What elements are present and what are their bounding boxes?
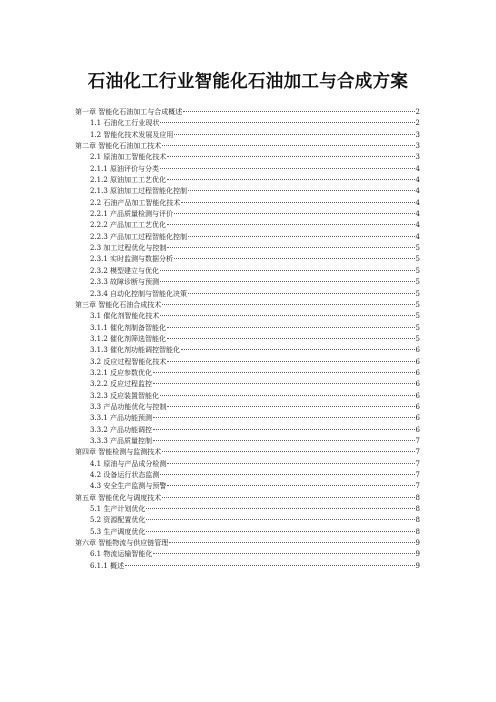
toc-entry-page-number: 4 — [415, 176, 420, 185]
toc-entry[interactable] — [75, 300, 420, 311]
toc-dot-leader — [174, 134, 414, 135]
toc-entry[interactable] — [75, 459, 420, 470]
toc-entry-title: 2.1.3 原油加工过程智能化控制 — [90, 187, 188, 196]
toc-entry-title: 第四章 智能检测与监测技术 — [75, 448, 162, 457]
toc-entry-title: 第二章 智能化石油加工技术 — [75, 142, 162, 151]
toc-entry-title: 2.3.1 实时监测与数据分析 — [90, 255, 174, 264]
toc-entry[interactable] — [75, 549, 420, 560]
toc-dot-leader — [188, 293, 414, 294]
toc-entry-title: 2.3 加工过程优化与控制 — [90, 244, 167, 253]
toc-entry[interactable] — [75, 232, 420, 243]
toc-dot-leader — [167, 179, 414, 180]
toc-entry-page-number: 2 — [415, 108, 420, 116]
toc-dot-leader — [160, 270, 414, 271]
toc-dot-leader — [160, 281, 414, 282]
toc-dot-leader — [162, 451, 414, 452]
toc-entry[interactable] — [75, 470, 420, 481]
toc-dot-leader — [181, 349, 414, 350]
toc-entry[interactable] — [75, 220, 420, 231]
toc-entry-page-number: 6 — [415, 402, 420, 411]
toc-entry-title: 2.2.1 产品质量检测与评价 — [90, 210, 174, 219]
toc-entry-title: 2.3.2 模型建立与优化 — [90, 266, 160, 275]
toc-entry[interactable] — [75, 425, 420, 436]
toc-entry[interactable] — [75, 504, 420, 515]
toc-entry[interactable] — [75, 447, 420, 458]
toc-entry-page-number: 7 — [415, 448, 420, 457]
toc-entry[interactable] — [75, 107, 420, 118]
toc-dot-leader — [167, 485, 414, 486]
toc-entry-page-number: 2 — [415, 119, 420, 128]
toc-dot-leader — [169, 542, 414, 543]
toc-dot-leader — [167, 463, 414, 464]
toc-dot-leader — [153, 429, 414, 430]
toc-entry-page-number: 4 — [415, 221, 420, 230]
toc-dot-leader — [146, 531, 414, 532]
toc-entry-page-number: 4 — [415, 164, 420, 173]
toc-entry-page-number: 4 — [415, 187, 420, 196]
toc-entry[interactable] — [75, 391, 420, 402]
toc-entry-title: 4.2 设备运行状态监测 — [90, 471, 160, 479]
toc-dot-leader — [160, 122, 414, 123]
toc-entry-page-number: 8 — [415, 493, 420, 502]
toc-entry-page-number: 6 — [415, 414, 420, 423]
toc-entry-page-number: 5 — [415, 289, 420, 298]
toc-dot-leader — [153, 440, 414, 441]
toc-entry[interactable] — [75, 164, 420, 175]
toc-entry-title: 5.2 资源配置优化 — [90, 516, 146, 525]
toc-dot-leader — [160, 474, 414, 475]
toc-entry[interactable] — [75, 368, 420, 379]
toc-entry[interactable] — [75, 243, 420, 254]
toc-dot-leader — [153, 383, 414, 384]
toc-entry-title: 5.3 生产调度优化 — [90, 527, 146, 536]
toc-entry-title: 2.3.4 自动化控制与智能化决策 — [90, 289, 188, 298]
toc-entry-title: 1.1 石油化工行业现状 — [90, 119, 160, 128]
table-of-contents — [75, 107, 420, 572]
toc-entry-title: 3.3 产品功能优化与控制 — [90, 402, 167, 411]
toc-dot-leader — [174, 258, 414, 259]
toc-entry-title: 6.1.1 概述 — [90, 561, 125, 570]
toc-entry-page-number: 5 — [415, 278, 420, 287]
toc-entry-page-number: 3 — [415, 142, 420, 151]
toc-dot-leader — [167, 156, 414, 157]
toc-entry-page-number: 8 — [415, 505, 420, 514]
toc-entry-title: 3.3.1 产品功能预测 — [90, 414, 153, 423]
toc-entry[interactable] — [75, 254, 420, 265]
toc-entry[interactable] — [75, 175, 420, 186]
toc-dot-leader — [160, 395, 414, 396]
toc-entry[interactable] — [75, 277, 420, 288]
toc-entry-title: 6.1 物流运输智能化 — [90, 550, 153, 559]
toc-entry-title: 3.3.3 产品质量控制 — [90, 436, 153, 445]
toc-entry[interactable] — [75, 311, 420, 322]
toc-entry-page-number: 8 — [415, 516, 420, 525]
toc-entry-page-number: 6 — [415, 425, 420, 434]
toc-dot-leader — [146, 508, 414, 509]
toc-entry-title: 第三章 智能化石油合成技术 — [75, 300, 162, 309]
toc-entry-title: 4.3 安全生产监测与预警 — [90, 482, 167, 491]
toc-entry[interactable] — [75, 198, 420, 209]
toc-entry-page-number: 4 — [415, 232, 420, 241]
toc-entry[interactable] — [75, 561, 420, 572]
toc-entry[interactable] — [75, 413, 420, 424]
toc-dot-leader — [160, 315, 414, 316]
toc-entry-page-number: 6 — [415, 357, 420, 366]
toc-entry-title: 2.2.2 产品加工工艺优化 — [90, 221, 167, 230]
toc-entry[interactable] — [75, 493, 420, 504]
toc-entry-title: 2.1.1 原油评价与分类 — [90, 164, 160, 173]
toc-dot-leader — [125, 565, 414, 566]
toc-entry-title: 1.2 智能化技术发展及应用 — [90, 130, 174, 139]
toc-entry-title: 第六章 智能物流与供应链管理 — [75, 539, 169, 548]
toc-entry[interactable] — [75, 538, 420, 549]
toc-entry-page-number: 7 — [415, 471, 420, 479]
toc-entry[interactable] — [75, 323, 420, 334]
toc-entry-page-number: 6 — [415, 391, 420, 400]
toc-entry-title: 2.2.3 产品加工过程智能化控制 — [90, 232, 188, 241]
toc-entry[interactable] — [75, 357, 420, 368]
toc-entry-page-number: 5 — [415, 312, 420, 321]
toc-entry-page-number: 5 — [415, 255, 420, 264]
toc-dot-leader — [146, 519, 414, 520]
toc-entry-title: 2.1.2 原油加工工艺优化 — [90, 176, 167, 185]
toc-entry-page-number: 7 — [415, 482, 420, 491]
toc-entry-title: 3.2 反应过程智能化技术 — [90, 357, 167, 366]
toc-dot-leader — [183, 111, 414, 112]
toc-entry[interactable] — [75, 141, 420, 152]
toc-entry-page-number: 5 — [415, 334, 420, 343]
toc-entry-page-number: 3 — [415, 130, 420, 139]
toc-dot-leader — [188, 236, 414, 237]
toc-dot-leader — [181, 202, 414, 203]
toc-entry-page-number: 9 — [415, 561, 420, 570]
toc-entry-title: 3.2.1 反应参数优化 — [90, 368, 153, 377]
toc-entry-page-number: 4 — [415, 210, 420, 219]
toc-entry-title: 第一章 智能化石油加工与合成概述 — [75, 108, 183, 116]
toc-entry-page-number: 6 — [415, 380, 420, 389]
toc-entry[interactable] — [75, 379, 420, 390]
toc-entry-title: 2.3.3 故障诊断与预测 — [90, 278, 160, 287]
toc-entry-page-number: 9 — [415, 539, 420, 548]
toc-entry[interactable] — [75, 345, 420, 356]
toc-entry[interactable] — [75, 515, 420, 526]
toc-entry[interactable] — [75, 402, 420, 413]
toc-entry-title: 第五章 智能优化与调度技术 — [75, 493, 162, 502]
toc-entry-page-number: 7 — [415, 459, 420, 468]
toc-entry-title: 2.2 石油产品加工智能化技术 — [90, 198, 181, 207]
toc-entry-page-number: 8 — [415, 527, 420, 536]
toc-entry-page-number: 3 — [415, 153, 420, 162]
toc-entry-title: 3.2.3 反应装置智能化 — [90, 391, 160, 400]
toc-dot-leader — [162, 145, 414, 146]
toc-dot-leader — [167, 338, 414, 339]
toc-entry-title: 5.1 生产计划优化 — [90, 505, 146, 514]
toc-entry[interactable] — [75, 527, 420, 538]
toc-entry-page-number: 6 — [415, 346, 420, 355]
toc-entry-title: 3.1 催化剂智能化技术 — [90, 312, 160, 321]
toc-entry-title: 3.1.3 催化剂功能调控智能化 — [90, 346, 181, 355]
toc-entry[interactable] — [75, 334, 420, 345]
toc-entry-page-number: 7 — [415, 436, 420, 445]
toc-entry-page-number: 5 — [415, 323, 420, 332]
toc-entry-page-number: 4 — [415, 198, 420, 207]
toc-entry[interactable] — [75, 209, 420, 220]
toc-entry-page-number: 6 — [415, 368, 420, 377]
toc-entry-page-number: 5 — [415, 300, 420, 309]
toc-entry[interactable] — [75, 152, 420, 163]
toc-dot-leader — [162, 497, 414, 498]
document-title: 石油化工行业智能化石油加工与合成方案 — [87, 72, 409, 92]
toc-entry[interactable] — [75, 289, 420, 300]
toc-entry-page-number: 5 — [415, 244, 420, 253]
toc-entry-title: 3.2.2 反应过程监控 — [90, 380, 153, 389]
toc-dot-leader — [160, 168, 414, 169]
toc-dot-leader — [167, 327, 414, 328]
toc-dot-leader — [162, 304, 414, 305]
toc-dot-leader — [188, 190, 414, 191]
toc-dot-leader — [167, 406, 414, 407]
toc-dot-leader — [167, 361, 414, 362]
toc-dot-leader — [153, 417, 414, 418]
toc-dot-leader — [167, 247, 414, 248]
toc-entry-title: 3.3.2 产品功能调控 — [90, 425, 153, 434]
toc-dot-leader — [167, 224, 414, 225]
toc-entry-title: 4.1 原油与产品成分检测 — [90, 459, 167, 468]
toc-entry-page-number: 5 — [415, 266, 420, 275]
toc-entry[interactable] — [75, 481, 420, 492]
toc-entry-title: 3.1.1 催化剂制备智能化 — [90, 323, 167, 332]
toc-entry[interactable] — [75, 130, 420, 141]
toc-dot-leader — [153, 372, 414, 373]
toc-entry-page-number: 9 — [415, 550, 420, 559]
toc-entry-title: 2.1 原油加工智能化技术 — [90, 153, 167, 162]
toc-entry[interactable] — [75, 186, 420, 197]
toc-dot-leader — [153, 553, 414, 554]
toc-entry-title: 3.1.2 催化剂筛选智能化 — [90, 334, 167, 343]
toc-entry[interactable] — [75, 436, 420, 447]
toc-dot-leader — [174, 213, 414, 214]
toc-entry[interactable] — [75, 118, 420, 129]
toc-entry[interactable] — [75, 266, 420, 277]
